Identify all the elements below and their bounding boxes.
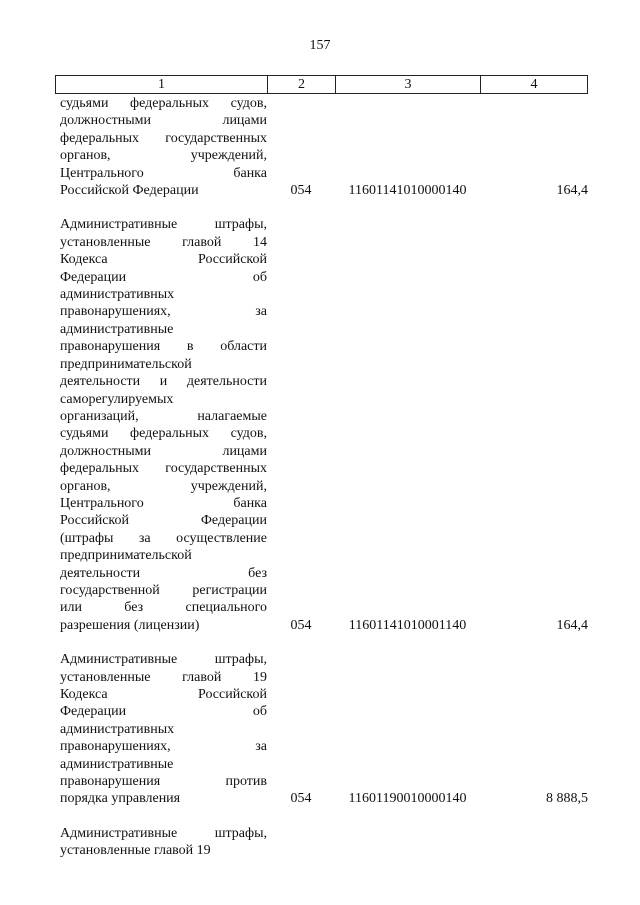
amount-cell: 8 888,5 <box>546 791 588 807</box>
description-line: органов, учреждений, <box>60 148 267 164</box>
description-line: федеральных государственных <box>60 130 267 146</box>
description-line: установленные главой 19 <box>60 843 211 859</box>
classification-code-cell: 11601190010000140 <box>348 791 467 807</box>
page-number: 157 <box>309 38 331 53</box>
description-line: Федерации об <box>60 704 267 720</box>
description-line: правонарушениях, за <box>60 304 267 320</box>
description-line: судьями федеральных судов, <box>60 426 267 442</box>
description-line: разрешения (лицензии) <box>60 617 200 633</box>
description-line: судьями федеральных судов, <box>60 96 267 111</box>
description-line: государственной регистрации <box>60 582 267 598</box>
description-line: организаций, налагаемые <box>60 408 267 424</box>
description-line: деятельности без <box>60 565 267 581</box>
description-line: деятельности и деятельности <box>60 374 267 390</box>
description-line: предпринимательской <box>60 548 192 564</box>
description-line: порядка управления <box>60 791 181 807</box>
description-line: органов, учреждений, <box>60 478 267 494</box>
table-header-row <box>55 75 588 94</box>
description-line: административные <box>60 321 174 337</box>
header-col-2: 2 <box>268 76 336 93</box>
description-line: Административные штрафы, <box>60 825 267 841</box>
header-col-1: 1 <box>56 76 268 93</box>
description-line: Российской Федерации <box>60 513 267 529</box>
table-body <box>55 95 595 877</box>
row-description <box>55 651 267 808</box>
row-description <box>55 216 267 634</box>
description-line: федеральных государственных <box>60 461 267 477</box>
description-line: Центрального банка <box>60 165 267 181</box>
description-line: Центрального банка <box>60 495 267 511</box>
classification-code-cell: 11601141010000140 <box>348 183 467 199</box>
header-col-4: 4 <box>530 76 538 92</box>
description-line: саморегулируемых <box>60 391 174 407</box>
admin-code-cell: 054 <box>290 183 312 199</box>
classification-code-cell: 11601141010001140 <box>348 617 467 633</box>
description-line: Российской Федерации <box>60 183 199 199</box>
description-line: Административные штрафы, <box>60 217 267 233</box>
description-line: административные <box>60 756 174 772</box>
row-description <box>55 95 267 199</box>
table-row <box>55 825 595 860</box>
row-description <box>55 825 267 860</box>
admin-code-cell: 054 <box>290 617 312 633</box>
description-line: предпринимательской <box>60 356 192 372</box>
description-line: должностными лицами <box>60 113 267 129</box>
amount-cell: 164,4 <box>556 617 588 633</box>
header-col-3: 3 <box>336 76 481 93</box>
table-row <box>55 216 595 634</box>
description-line: Административные штрафы, <box>60 652 267 668</box>
description-line: Кодекса Российской <box>60 252 267 268</box>
description-line: правонарушениях, за <box>60 739 267 755</box>
table-row <box>55 95 595 199</box>
table-row <box>55 651 595 808</box>
description-line: административных <box>60 287 175 303</box>
description-line: установленные главой 14 <box>60 234 267 250</box>
description-line: правонарушения против <box>60 774 267 790</box>
description-line: Кодекса Российской <box>60 687 267 702</box>
description-line: установленные главой 19 <box>60 669 267 685</box>
description-line: Федерации об <box>60 269 267 285</box>
description-line: должностными лицами <box>60 443 267 459</box>
description-line: правонарушения в области <box>60 339 267 355</box>
admin-code-cell: 054 <box>290 791 312 807</box>
amount-cell: 164,4 <box>556 183 588 199</box>
description-line: административных <box>60 721 175 737</box>
description-line: или без специального <box>60 600 267 616</box>
description-line: (штрафы за осуществление <box>60 530 267 546</box>
